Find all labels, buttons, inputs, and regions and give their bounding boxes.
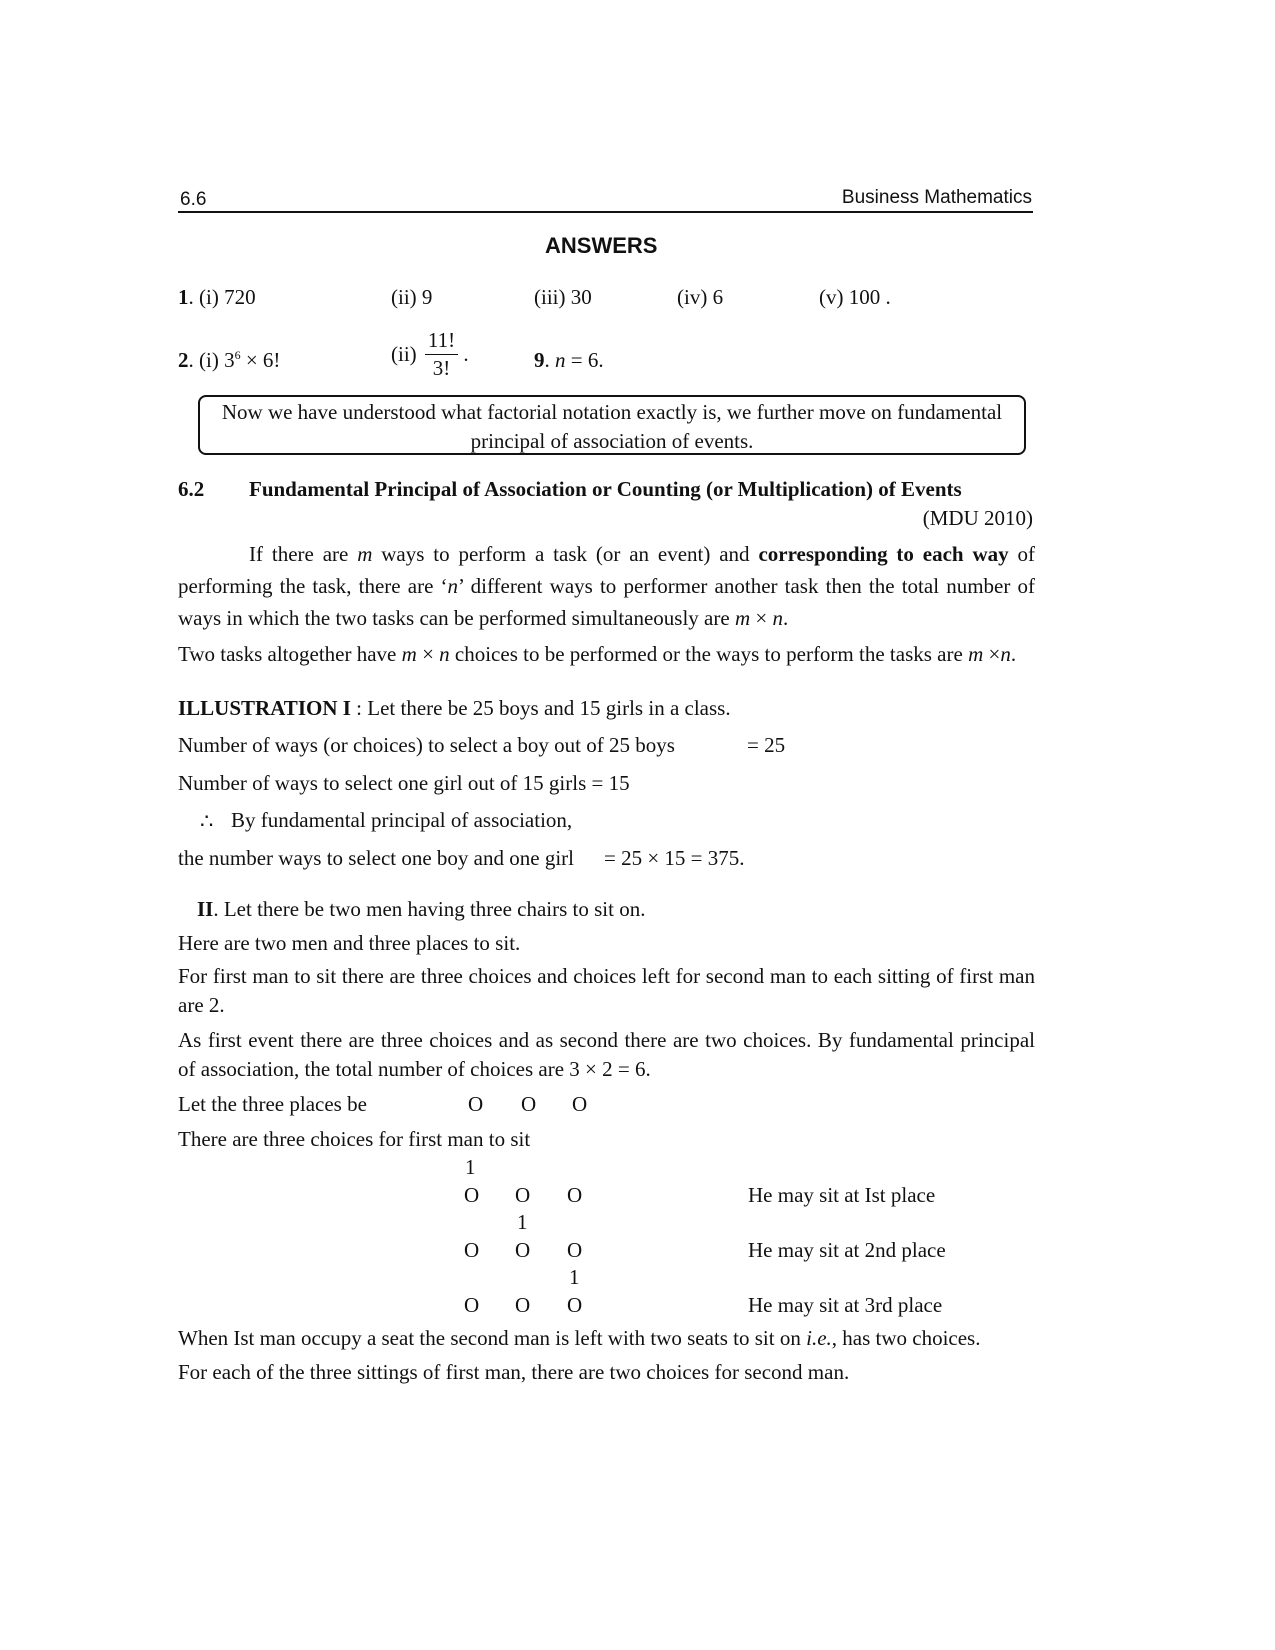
seat-marker-1: 1 — [465, 1155, 476, 1179]
illustration-label: ILLUSTRATION I — [178, 696, 351, 720]
answer-2-i-base: (i) 3 — [199, 348, 235, 372]
note-box — [198, 395, 1026, 455]
text: , has two choices. — [831, 1326, 981, 1350]
answer-1-label: 1. (i) 720 — [178, 285, 256, 309]
seat: O — [567, 1183, 583, 1207]
times-sign: × — [750, 606, 773, 630]
seat-marker-2: 1 — [517, 1210, 528, 1234]
answer-1-ii: (ii) 9 — [391, 285, 433, 309]
section-title: Fundamental Principal of Association or Counting (or Multiplication) of Events — [249, 477, 962, 501]
seat-marker-3: 1 — [569, 1265, 580, 1289]
answer-9: 9. n = 6. — [534, 348, 604, 372]
variable-m: m — [401, 642, 417, 666]
girls-choice-line: Number of ways to select one girl out of 15 girls = 15 — [178, 771, 630, 795]
illustration-2-line-3: As first event there are three choices and as second there are two choices. By fundamental principal of association, the total number of choices are 3 × 2 = 6. — [178, 1028, 1035, 1081]
boys-choice-line: Number of ways (or choices) to select a boy out of 25 boys — [178, 733, 675, 757]
text: When Ist man occupy a seat the second man is left with two seats to sit on — [178, 1326, 807, 1350]
definition-summary — [178, 642, 1016, 667]
illustration-2-line-1: Here are two men and three places to sit. — [178, 931, 521, 955]
seat: O — [464, 1238, 480, 1262]
seat: O — [464, 1293, 480, 1317]
seat: O — [567, 1293, 583, 1317]
choices-intro: There are three choices for first man to sit — [178, 1127, 531, 1151]
answer-1-iv: (iv) 6 — [677, 285, 724, 309]
seat: O — [515, 1293, 531, 1317]
seat: O — [464, 1183, 480, 1207]
answers-heading: ANSWERS — [545, 233, 658, 258]
text: . — [1010, 642, 1017, 666]
fraction-denominator: 3! — [432, 356, 451, 380]
illustration-intro: . Let there be two men having three chairs to sit on. — [213, 897, 646, 921]
variable-n: n — [772, 606, 783, 630]
section-reference: (MDU 2010) — [922, 506, 1033, 530]
illustration-intro: : Let there be 25 boys and 15 girls in a class. — [350, 696, 731, 720]
text: choices to be performed or the ways to perform the tasks are — [449, 642, 969, 666]
section-number: 6.2 — [178, 477, 205, 501]
places-label: Let the three places be — [178, 1092, 367, 1116]
result-value: = 25 × 15 = 375. — [604, 846, 745, 870]
answer-1-iii: (iii) 30 — [534, 285, 592, 309]
answer-2-i-rest: × 6! — [240, 348, 281, 372]
note-line-2: principal of association of events. — [470, 429, 754, 453]
ie-abbrev: i.e. — [806, 1326, 832, 1350]
running-header-title: Business Mathematics — [841, 187, 1032, 208]
after-diagram-line-2: For each of the three sittings of first man, there are two choices for second man. — [178, 1360, 850, 1384]
seat-caption-2: He may sit at 2nd place — [748, 1238, 946, 1262]
therefore-text: By fundamental principal of association, — [231, 808, 573, 832]
illustration-label: II — [197, 897, 214, 921]
variable-n: n — [1000, 642, 1011, 666]
answer-number: 9 — [534, 348, 545, 372]
illustration-2-line-2: For first man to sit there are three choices and choices left for second man to each sitting of first man are 2. — [178, 964, 1035, 1017]
answer-number: 2 — [178, 348, 189, 372]
answer-9-value: = 6. — [565, 348, 604, 372]
definition-paragraph — [178, 538, 1035, 634]
variable-n: n — [447, 574, 459, 598]
fraction-numerator: 11! — [425, 330, 458, 355]
result-text: the number ways to select one boy and one girl — [178, 846, 574, 870]
answer-number: 1 — [178, 285, 189, 309]
illustration-1-heading — [178, 696, 731, 721]
variable-m: m — [734, 606, 751, 630]
seat: O — [515, 1183, 531, 1207]
after-diagram-line-1 — [178, 1326, 980, 1351]
text: . — [782, 606, 789, 630]
times-sign: × — [416, 642, 440, 666]
times-sign: × — [983, 642, 1001, 666]
place-3: O — [572, 1092, 588, 1116]
seat-caption-1: He may sit at Ist place — [748, 1183, 936, 1207]
header-rule — [178, 211, 1033, 213]
text: ’ different ways to performer another task then the total number of ways in which the two tasks can be performed simultaneously are — [178, 574, 1035, 630]
answer-2-ii — [391, 330, 469, 379]
text: ways to perform a task (or an event) and — [372, 542, 759, 566]
answer-2-i-exponent: 6 — [234, 348, 241, 362]
therefore-symbol: ∴ — [200, 809, 214, 833]
bold-emphasis: corresponding to each way — [758, 542, 1009, 566]
variable-m: m — [968, 642, 984, 666]
answer-2-ii-period: . — [463, 342, 469, 366]
variable-n: n — [439, 642, 450, 666]
answer-2-ii-label: (ii) — [391, 342, 417, 366]
text: If there are — [249, 542, 358, 566]
seat: O — [567, 1238, 583, 1262]
seat-caption-3: He may sit at 3rd place — [748, 1293, 943, 1317]
text: of performing the task, there are ‘ — [178, 542, 1036, 598]
boys-choice-value: = 25 — [747, 733, 786, 757]
seat: O — [515, 1238, 531, 1262]
illustration-2-heading — [197, 897, 645, 922]
page-number: 6.6 — [180, 189, 207, 210]
answer-2-i: 2. (i) $3^6 \times 6$! — [178, 348, 281, 372]
text: Two tasks altogether have — [178, 642, 402, 666]
variable-n: n — [555, 348, 566, 372]
variable-m: m — [357, 542, 373, 566]
place-1: O — [468, 1092, 484, 1116]
note-line-1: Now we have understood what factorial notation exactly is, we further move on fundamental — [221, 400, 1003, 424]
place-2: O — [521, 1092, 537, 1116]
answer-1-v: (v) 100 . — [819, 285, 891, 309]
answer-1-i: (i) 720 — [199, 285, 256, 309]
fraction — [425, 330, 458, 379]
